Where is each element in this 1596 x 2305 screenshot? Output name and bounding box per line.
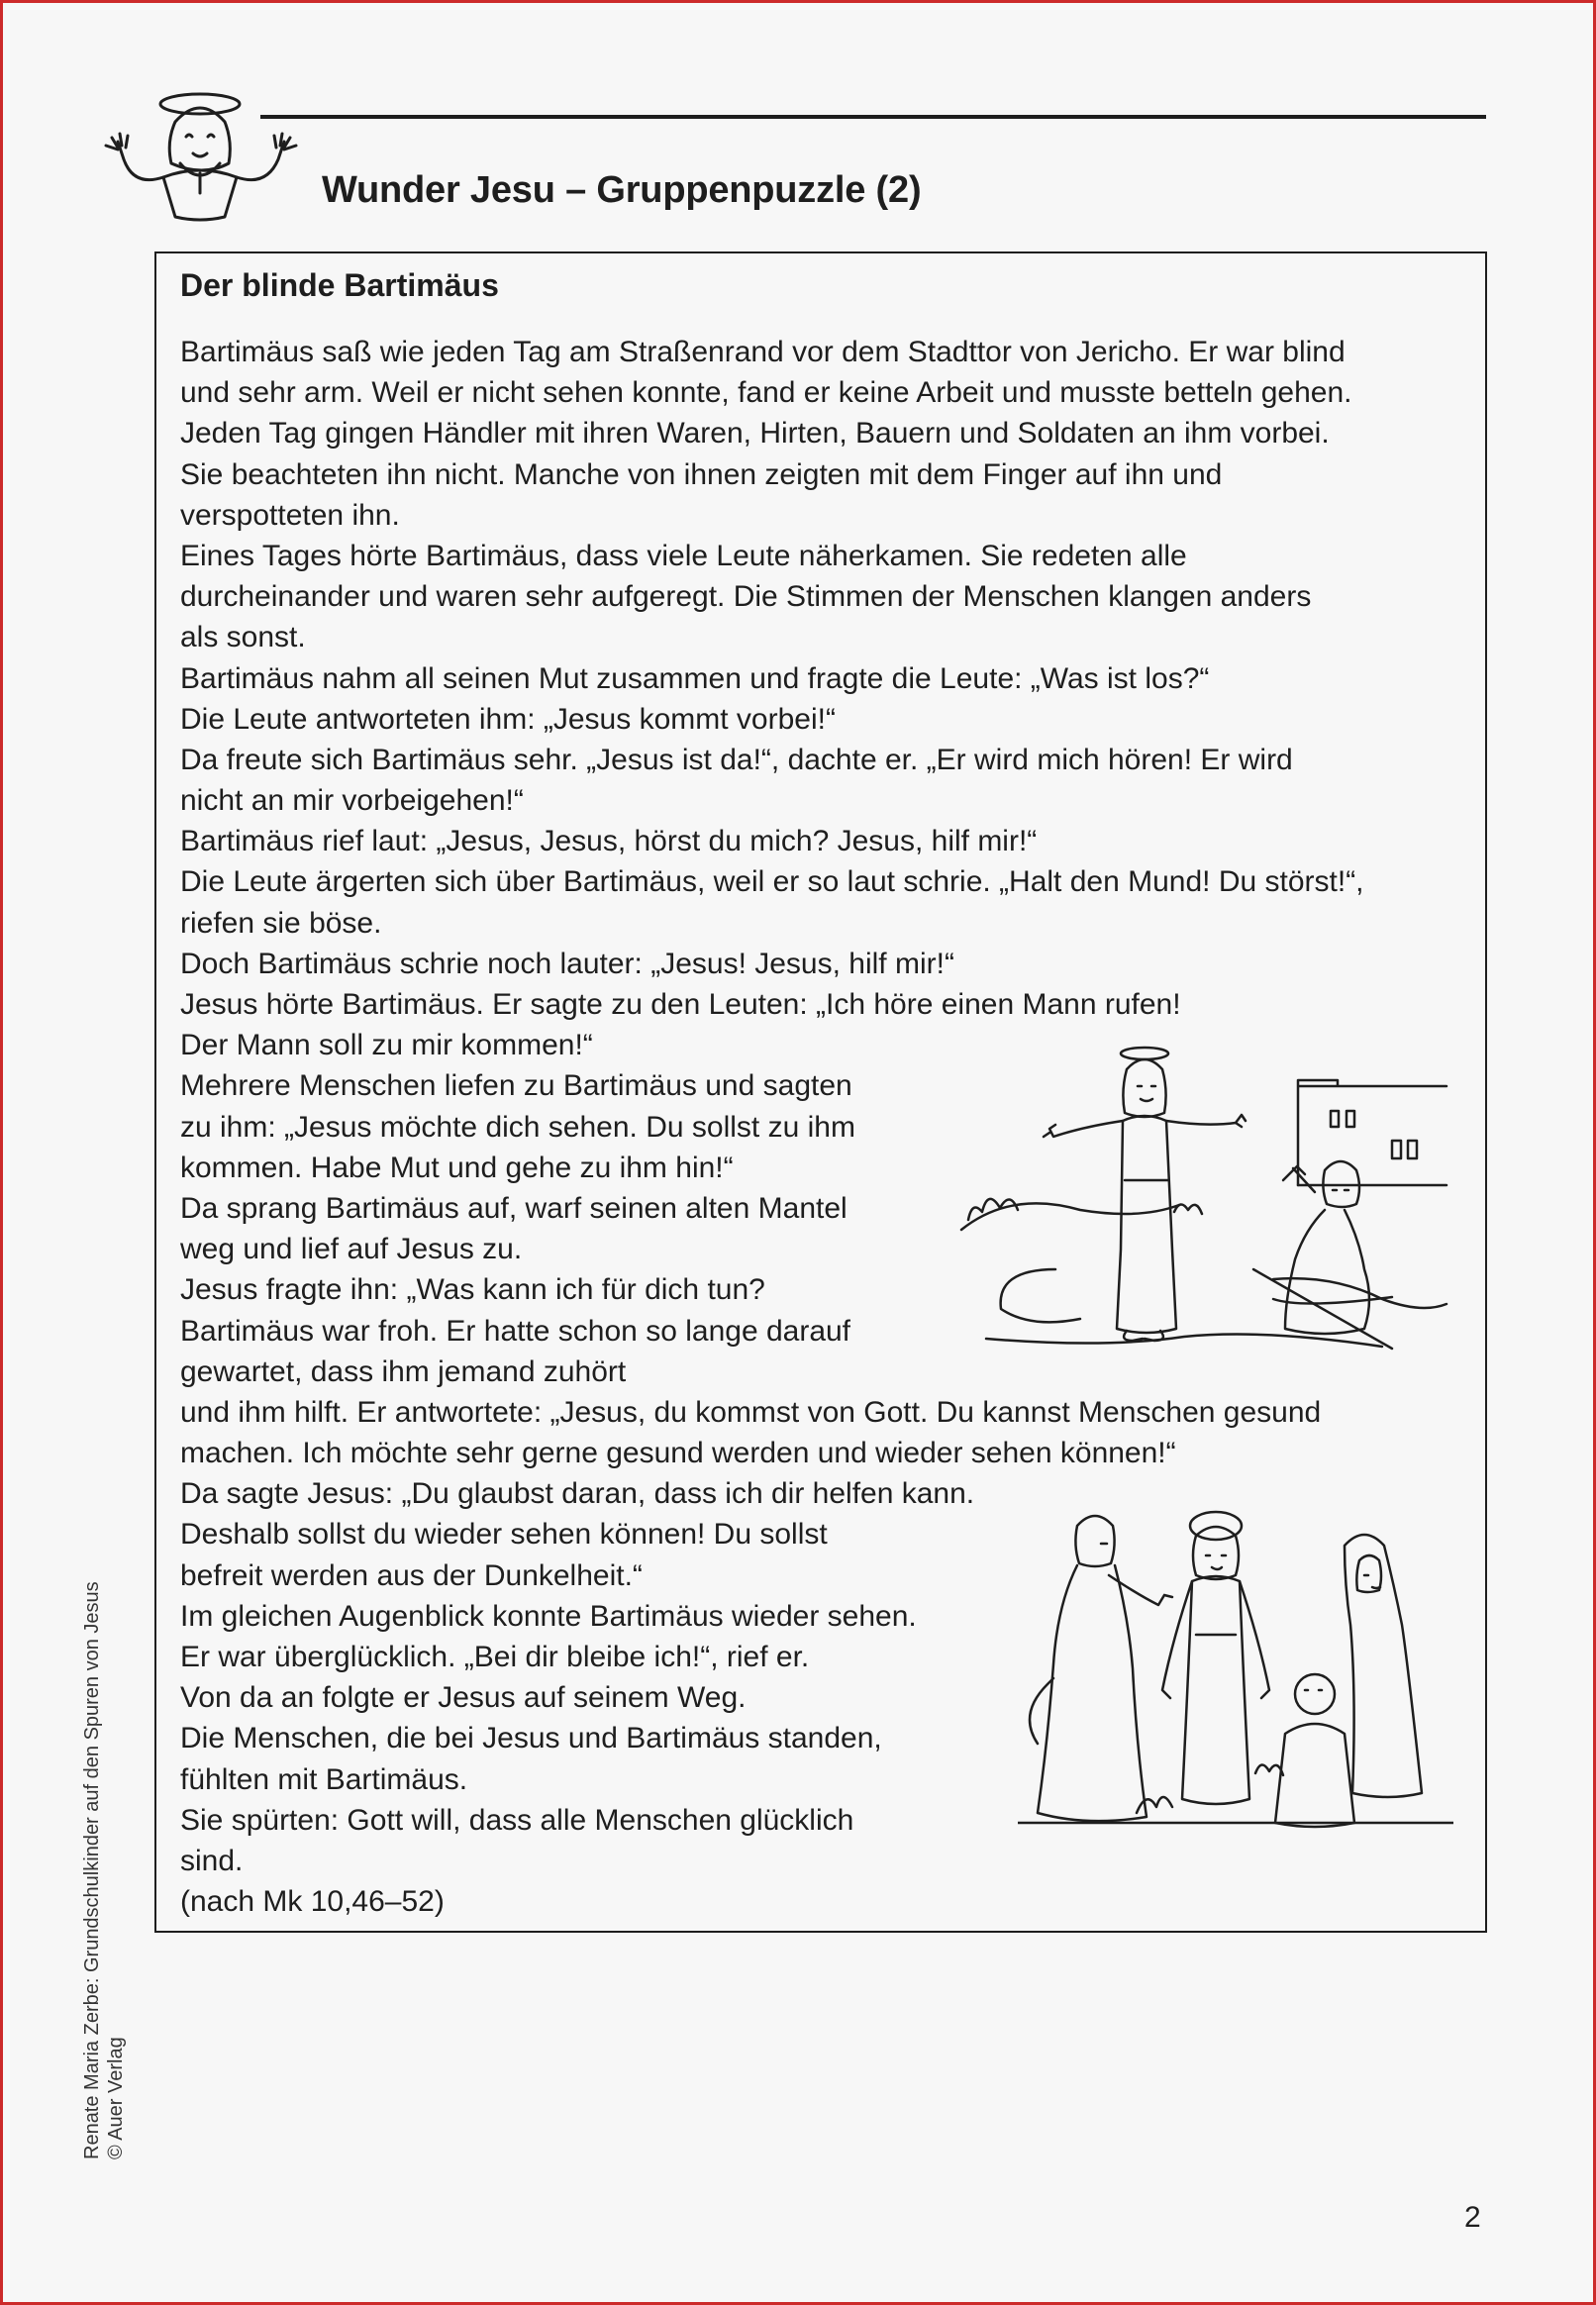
story-line: Er war überglücklich. „Bei dir bleibe ich!“, rief er. <box>180 1641 810 1673</box>
header-rule <box>260 115 1486 119</box>
page-number: 2 <box>1464 2201 1481 2234</box>
credit-author-title: Renate Maria Zerbe: Grundschulkinder auf den Spuren von Jesus <box>81 1581 103 2159</box>
story-line: Bartimäus saß wie jeden Tag am Straßenrand vor dem Stadttor von Jericho. Er war blind <box>180 336 1346 368</box>
story-line: Die Leute ärgerten sich über Bartimäus, weil er so laut schrie. „Halt den Mund! Du störst!“, <box>180 865 1364 899</box>
story-title: Der blinde Bartimäus <box>180 267 499 303</box>
story-line: durcheinander und waren sehr aufgeregt. Die Stimmen der Menschen klangen anders <box>180 580 1312 614</box>
story-line: Jeden Tag gingen Händler mit ihren Waren, Hirten, Bauern und Soldaten an ihm vorbei. <box>180 417 1330 451</box>
story-line: riefen sie böse. <box>180 906 382 940</box>
story-line: Im gleichen Augenblick konnte Bartimäus wieder sehen. <box>180 1599 917 1633</box>
story-line: Da freute sich Bartimäus sehr. „Jesus ist da!“, dachte er. „Er wird mich hören! Er wird <box>180 743 1293 776</box>
story-line: gewartet, dass ihm jemand zuhört <box>180 1354 627 1388</box>
story-line: kommen. Habe Mut und gehe zu ihm hin!“ <box>180 1151 734 1184</box>
story-line: weg und lief auf Jesus zu. <box>180 1233 523 1266</box>
story-line: machen. Ich möchte sehr gerne gesund werden und wieder sehen können!“ <box>180 1437 1176 1470</box>
bartimaeus-with-jesus-and-people-illustration <box>1018 1496 1453 1833</box>
credit-publisher: © Auer Verlag <box>105 2037 127 2159</box>
story-line: befreit werden aus der Dunkelheit.“ <box>180 1558 643 1592</box>
story-line: nicht an mir vorbeigehen!“ <box>180 784 524 818</box>
jesus-figure-icon <box>96 82 304 226</box>
story-line: Sie spürten: Gott will, dass alle Menschen glücklich <box>180 1803 854 1837</box>
story-line: Der Mann soll zu mir kommen!“ <box>180 1029 593 1062</box>
story-line: Die Leute antworteten ihm: „Jesus kommt vorbei!“ <box>180 702 836 736</box>
story-line: Sie beachteten ihn nicht. Manche von ihnen zeigten mit dem Finger auf ihn und <box>180 457 1223 491</box>
story-line: Da sagte Jesus: „Du glaubst daran, dass ich dir helfen kann. <box>180 1477 975 1511</box>
source-reference: (nach Mk 10,46–52) <box>180 1885 445 1919</box>
story-line: und ihm hilft. Er antwortete: „Jesus, du kommst von Gott. Du kannst Menschen gesund <box>180 1395 1322 1429</box>
story-line: Doch Bartimäus schrie noch lauter: „Jesus! Jesus, hilf mir!“ <box>180 947 954 980</box>
story-box <box>154 251 1487 1933</box>
story-line: Da sprang Bartimäus auf, warf seinen alten Mantel <box>180 1191 848 1225</box>
story-line: Die Menschen, die bei Jesus und Bartimäus standen, <box>180 1722 882 1755</box>
story-line: fühlten mit Bartimäus. <box>180 1762 468 1796</box>
publisher-credit <box>80 1581 128 2159</box>
story-line: Bartimäus rief laut: „Jesus, Jesus, hörst du mich? Jesus, hilf mir!“ <box>180 825 1038 858</box>
story-line: Bartimäus war froh. Er hatte schon so lange darauf <box>180 1314 851 1348</box>
story-line: als sonst. <box>180 621 306 654</box>
story-line: Von da an folgte er Jesus auf seinem Weg. <box>180 1681 747 1715</box>
story-line: Mehrere Menschen liefen zu Bartimäus und sagten <box>180 1069 852 1103</box>
story-line: Bartimäus nahm all seinen Mut zusammen und fragte die Leute: „Was ist los?“ <box>180 661 1210 695</box>
story-line: verspotteten ihn. <box>180 498 400 532</box>
story-line: Jesus hörte Bartimäus. Er sagte zu den Leuten: „Ich höre einen Mann rufen! <box>180 988 1181 1021</box>
story-line: Deshalb sollst du wieder sehen können! Du sollst <box>180 1518 828 1552</box>
jesus-calling-bartimaeus-illustration <box>956 1042 1451 1358</box>
story-line: zu ihm: „Jesus möchte dich sehen. Du sollst zu ihm <box>180 1110 855 1144</box>
page-title: Wunder Jesu – Gruppenpuzzle (2) <box>322 169 922 211</box>
story-line: Jesus fragte ihn: „Was kann ich für dich tun? <box>180 1273 765 1307</box>
story-line: sind. <box>180 1844 244 1877</box>
story-line: und sehr arm. Weil er nicht sehen konnte, fand er keine Arbeit und musste betteln gehen. <box>180 376 1352 410</box>
story-line: Eines Tages hörte Bartimäus, dass viele Leute näherkamen. Sie redeten alle <box>180 539 1187 572</box>
